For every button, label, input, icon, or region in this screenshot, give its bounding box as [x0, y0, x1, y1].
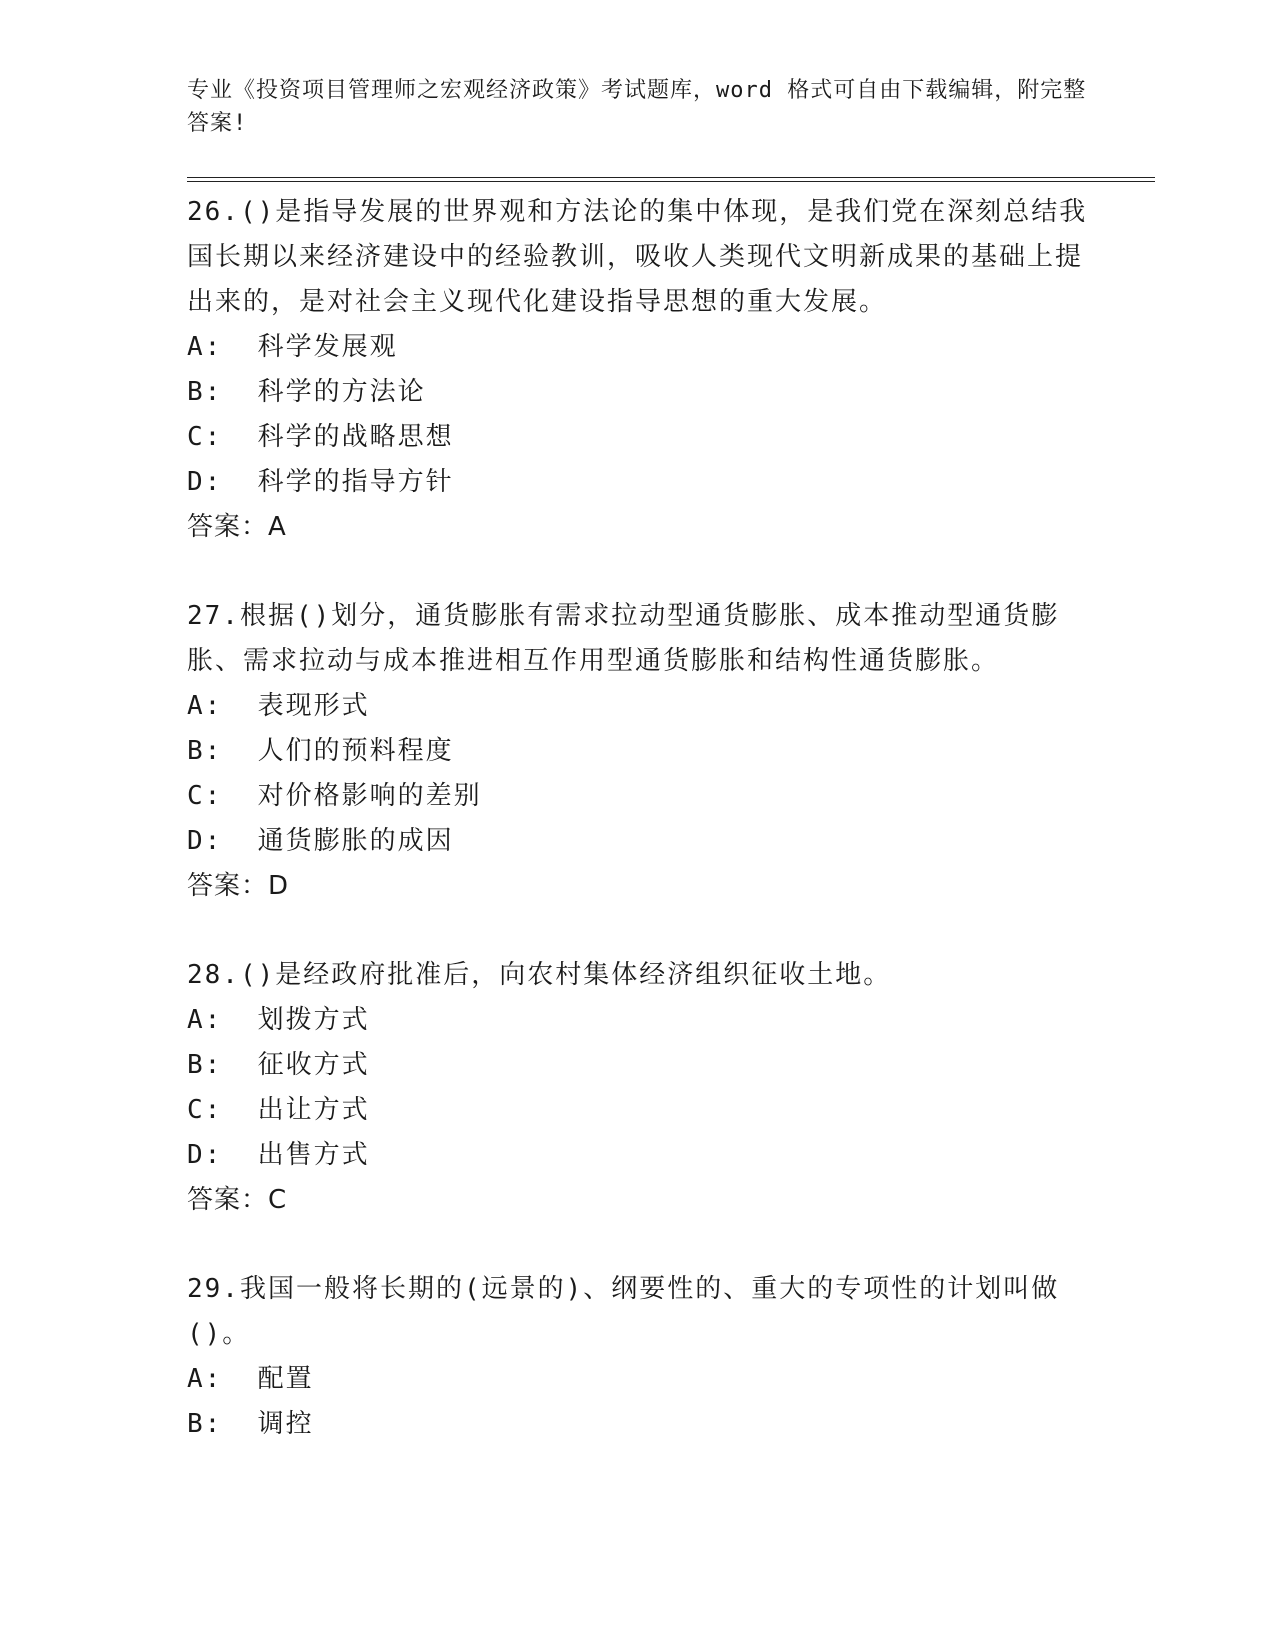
header-divider — [187, 177, 1155, 182]
question-29 — [187, 1267, 1092, 1447]
answer-line: 答案：C — [187, 1185, 288, 1215]
question-list — [187, 190, 1092, 1491]
answer-line: 答案：D — [187, 871, 290, 901]
option-d: D: 通货膨胀的成因 — [187, 826, 454, 856]
option-d: D: 科学的指导方针 — [187, 467, 454, 497]
option-a: A: 表现形式 — [187, 691, 370, 721]
option-c: C: 对价格影响的差别 — [187, 781, 482, 811]
question-stem: 29.我国一般将长期的(远景的)、纲要性的、重大的专项性的计划叫做()。 — [187, 1274, 1060, 1349]
option-b: B: 人们的预料程度 — [187, 736, 454, 766]
question-26 — [187, 190, 1092, 550]
option-b: B: 科学的方法论 — [187, 377, 426, 407]
option-c: C: 出让方式 — [187, 1095, 370, 1125]
option-a: A: 划拨方式 — [187, 1005, 370, 1035]
document-intro: 专业《投资项目管理师之宏观经济政策》考试题库，word 格式可自由下载编辑，附完整答案! — [187, 78, 1087, 136]
option-b: B: 征收方式 — [187, 1050, 370, 1080]
question-28 — [187, 953, 1092, 1223]
option-b: B: 调控 — [187, 1409, 314, 1439]
answer-line: 答案：A — [187, 512, 287, 542]
question-stem: 28.()是经政府批准后，向农村集体经济组织征收土地。 — [187, 960, 892, 990]
option-a: A: 科学发展观 — [187, 332, 398, 362]
option-d: D: 出售方式 — [187, 1140, 370, 1170]
question-27 — [187, 594, 1092, 909]
option-a: A: 配置 — [187, 1364, 314, 1394]
question-stem: 27.根据()划分，通货膨胀有需求拉动型通货膨胀、成本推动型通货膨胀、需求拉动与成本推进相互作用型通货膨胀和结构性通货膨胀。 — [187, 601, 1060, 676]
question-stem: 26.()是指导发展的世界观和方法论的集中体现，是我们党在深刻总结我国长期以来经济建设中的经验教训，吸收人类现代文明新成果的基础上提出来的，是对社会主义现代化建设指导思想的重大发展。 — [187, 197, 1088, 317]
option-c: C: 科学的战略思想 — [187, 422, 454, 452]
